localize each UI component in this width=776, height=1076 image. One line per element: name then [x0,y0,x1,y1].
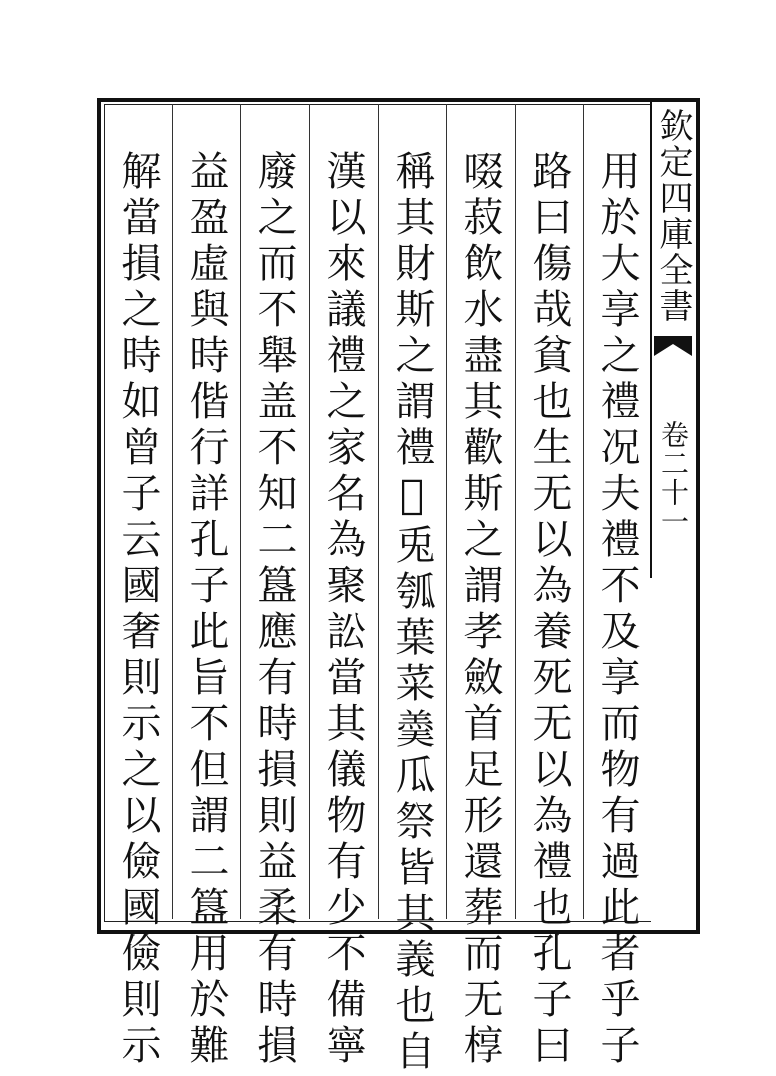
text-column-2: 路曰傷哉貧也生无以為養死无以為禮也孔子曰 [526,150,572,1070]
text-column-1: 用於大享之禮况夫禮不及享而物有過此者乎子 [594,150,640,1070]
text-column-7: 益盈虛與時偕行詳孔子此旨不但謂二簋用於難 [183,150,229,1070]
column-rule [583,104,584,919]
column-rule [172,104,173,919]
column-rule [240,104,241,919]
column-rule [515,104,516,919]
text-column-4: 稱其財斯之謂禮𣫍兎瓠葉菜羮瓜祭皆其義也自 [389,150,435,1076]
column-rule [378,104,379,919]
text-column-5: 漢以來議禮之家名為聚訟當其儀物有少不備寧 [320,150,366,1070]
column-rule [446,104,447,919]
margin-divider [650,98,652,578]
juan-number: 卷二十一 [657,420,690,536]
column-rule [309,104,310,919]
book-title: 欽定四庫全書 [653,108,693,324]
text-column-8: 解當損之時如曾子云國奢則示之以儉國儉則示 [115,150,161,1070]
text-column-6: 廢之而不舉盖不知二簋應有時損則益柔有時損 [251,150,297,1070]
text-column-3: 啜菽飲水盡其歡斯之謂孝斂首足形還葬而无椁 [457,150,503,1070]
